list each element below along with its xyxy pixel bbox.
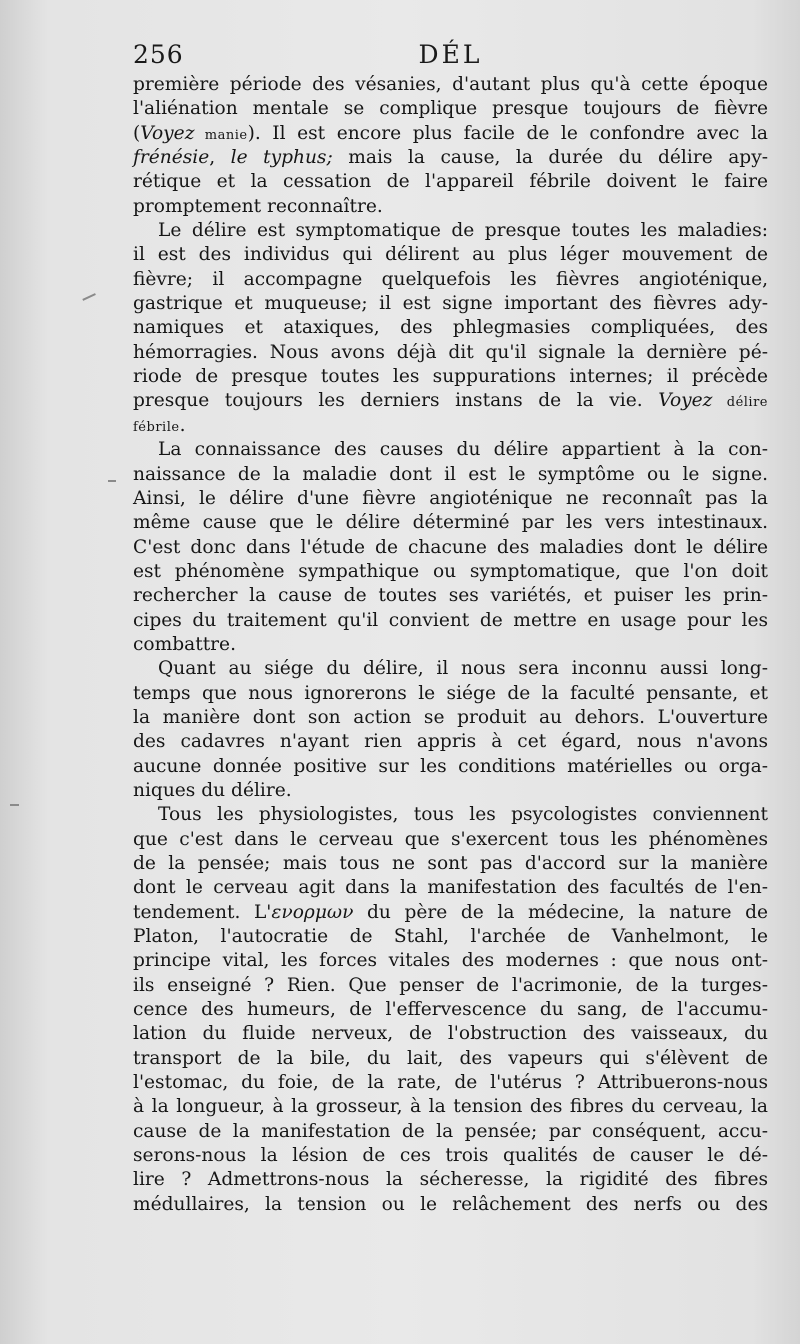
text-line: il est des individus qui délirent au plus léger mouvement de [133,244,768,266]
text-run: . [179,414,186,436]
text-line: fièvre; il accompagne quelquefois les fièvres angioténique, [133,268,768,290]
text-line: temps que nous ignorerons le siége de la faculté pensante, et [133,682,768,704]
text-line: Le délire est symptomatique de presque toutes les maladies: [158,220,768,242]
text-line: niques du délire. [133,779,292,801]
text-run: presque toujours les derniers instans de la vie. [133,390,659,412]
text-line: gastrique et muqueuse; il est signe important des fièvres ady- [133,293,768,315]
text-run: du père de la médecine, la nature de [353,901,768,923]
text-run: , [209,147,231,169]
text-line: même cause que le délire déterminé par les vers intestinaux. [133,512,768,534]
text-line: principe vital, les forces vitales des modernes : que nous ont- [133,950,768,972]
text-line [133,901,768,925]
text-line: rechercher la cause de toutes ses variétés, et puiser les prin- [133,585,768,607]
text-line: cence des humeurs, de l'effervescence du sang, de l'accumu- [133,999,768,1021]
italic-text: frénésie [133,147,210,169]
italic-text: le typhus; [230,147,333,169]
text-line: l'estomac, du foie, de la rate, de l'utérus ? Attribuerons-nous [133,1072,768,1094]
text-line [133,146,768,170]
text-line: serons-nous la lésion de ces trois qualités de causer le dé- [133,1145,768,1167]
text-line: cause de la manifestation de la pensée; par conséquent, accu- [133,1120,768,1142]
text-line: ils enseigné ? Rien. Que penser de l'acrimonie, de la turges- [133,974,768,996]
italic-text: Voyez [140,122,195,144]
text-line: combattre. [133,633,236,655]
small-caps-text: fébrile [133,419,180,435]
text-line: rétique et la cessation de l'appareil fébrile doivent le faire [133,171,768,193]
text-line: aucune donnée positive sur les conditions matérielles ou orga- [133,755,768,777]
text-line: dont le cerveau agit dans la manifestation des facultés de l'en- [133,877,768,899]
text-line: naissance de la maladie dont il est le symptôme ou le signe. [133,463,768,485]
text-line [133,122,768,146]
text-line: transport de la bile, du lait, des vapeurs qui s'élèvent de [133,1047,768,1069]
text-line: lation du fluide nerveux, de l'obstruction des vaisseaux, du [133,1023,768,1045]
text-line: Tous les physiologistes, tous les psycologistes conviennent [158,804,768,826]
small-caps-text: délire [712,395,768,411]
page-header [133,40,768,74]
text-run: mais la cause, la durée du délire apy- [332,147,768,169]
text-line: première période des vésanies, d'autant plus qu'à cette époque [133,74,768,95]
italic-text: Voyez [658,390,713,412]
text-line: des cadavres n'ayant rien appris à cet égard, nous n'avons [133,731,768,753]
text-line: lire ? Admettrons-nous la sécheresse, la rigidité des fibres [133,1169,768,1191]
text-line: promptement reconnaître. [133,195,383,217]
page-number: 256 [133,40,184,69]
text-line: namiques et ataxiques, des phlegmasies compliquées, des [133,317,768,339]
margin-mark [10,804,19,806]
text-line: Ainsi, le délire d'une fièvre angioténique ne reconnaît pas la [133,487,768,509]
text-line: l'aliénation mentale se complique presque toujours de fièvre [133,98,768,120]
text-run: ( [133,122,141,144]
text-line [133,414,768,438]
text-line: hémorragies. Nous avons déjà dit qu'il signale la dernière pé- [133,341,768,363]
text-line: riode de presque toutes les suppurations internes; il précède [133,366,768,388]
text-line: la manière dont son action se produit au dehors. L'ouverture [133,706,768,728]
text-line: médullaires, la tension ou le relâchement des nerfs ou des [133,1193,768,1215]
text-line: à la longueur, à la grosseur, à la tension des fibres du cerveau, la [133,1096,768,1118]
small-caps-text: manie [194,127,248,143]
text-run: ). Il est encore plus facile de le confondre avec la [247,122,768,144]
text-line: Quant au siége du délire, il nous sera inconnu aussi long- [158,658,768,680]
text-line: est phénomène sympathique ou symptomatique, que l'on doit [133,560,768,582]
text-line: de la pensée; mais tous ne sont pas d'accord sur la manière [133,853,768,874]
text-line: Platon, l'autocratie de Stahl, l'archée de Vanhelmont, le [133,926,768,948]
text-line: que c'est dans le cerveau que s'exercent tous les phénomènes [133,828,768,850]
margin-mark [108,480,116,482]
running-head: DÉL [418,40,483,69]
text-line [133,389,768,413]
text-run: tendement. L' [133,901,272,923]
margin-mark [82,293,95,300]
text-line: cipes du traitement qu'il convient de mettre en usage pour les [133,609,768,631]
text-line: C'est donc dans l'étude de chacune des maladies dont le délire [133,536,768,558]
body-text [133,73,768,1217]
text-line: La connaissance des causes du délire appartient à la con- [158,439,768,461]
italic-text: ενορμων [271,901,354,923]
